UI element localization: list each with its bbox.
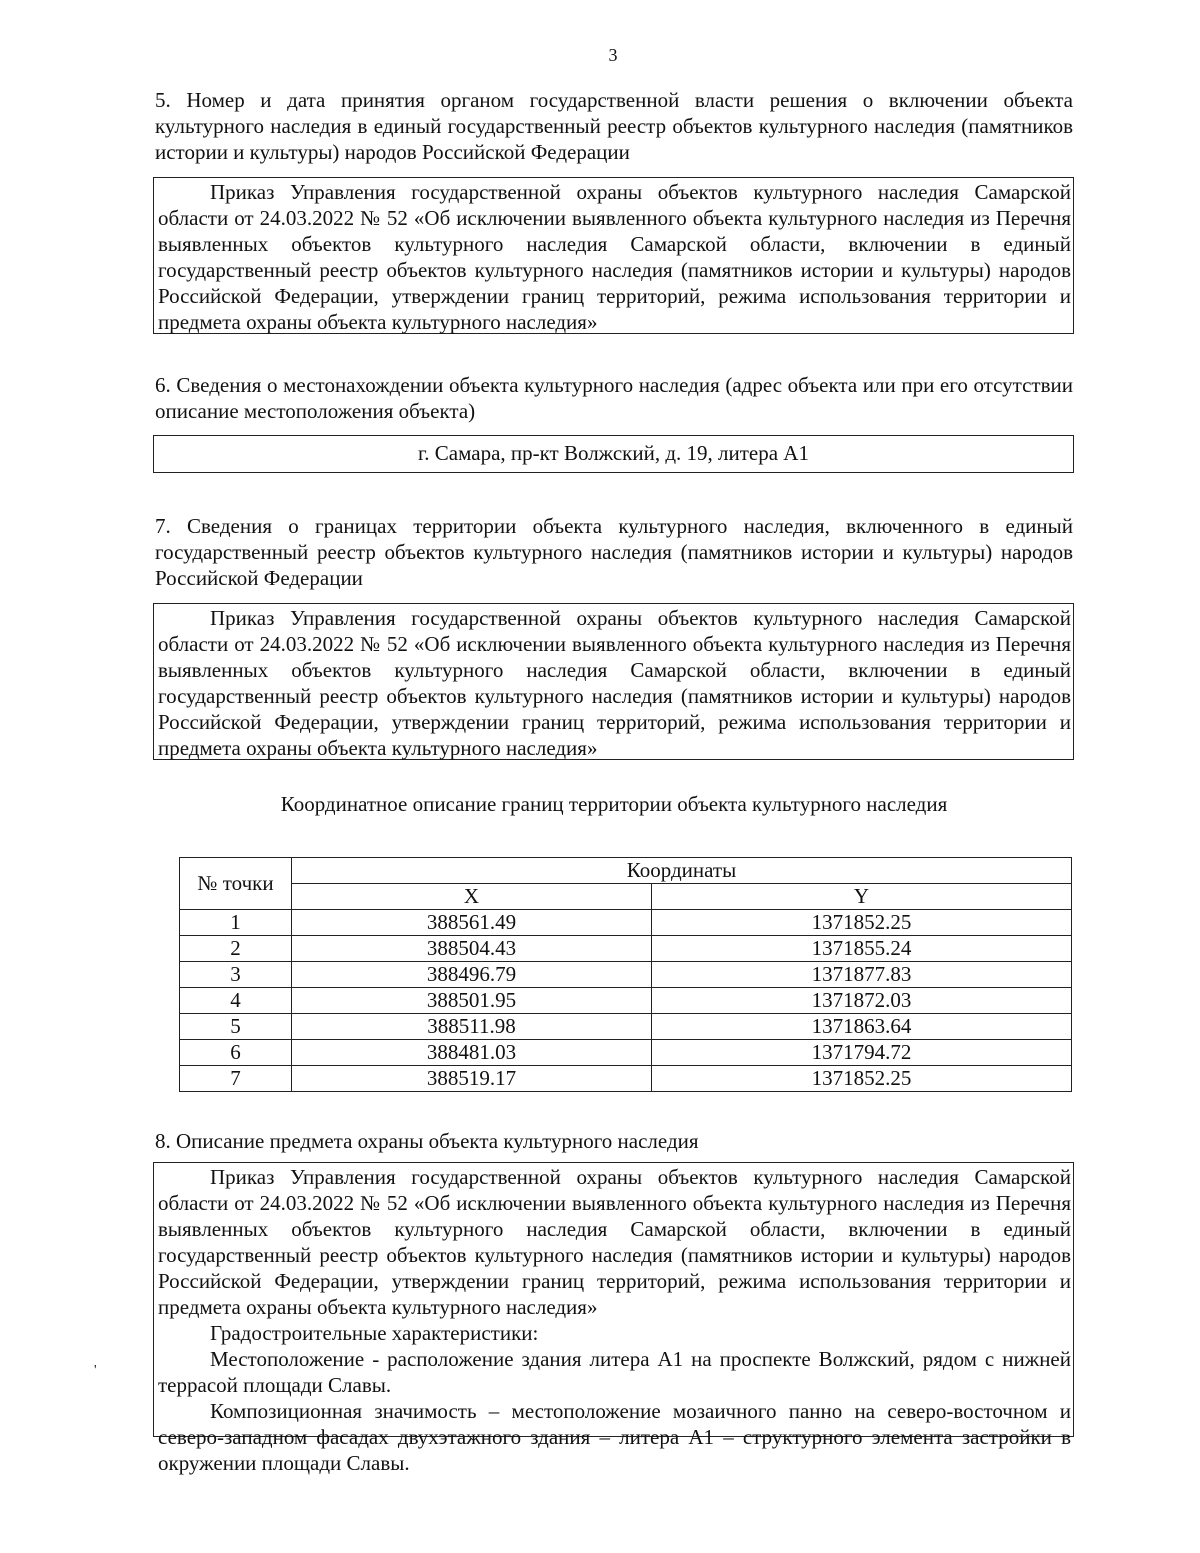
table-row [180,1014,1072,1040]
section-5-order-box [153,177,1074,334]
x-coordinate-cell: 388561.49 [292,910,652,936]
table-row [180,1040,1072,1066]
table-row [180,910,1072,936]
y-coordinate-cell: 1371863.64 [652,1014,1072,1040]
section-7-heading: 7. Сведения о границах территории объекта культурного наследия, включенного в единый государственный реестр объектов культурного наследия (памятников истории и культуры) народов Российской Федерации [155,514,1073,590]
point-number-cell: 5 [180,1014,292,1040]
section-7-order-text: Приказ Управления государственной охраны объектов культурного наследия Самарской области от 24.03.2022 № 52 «Об исключении выявленного объекта культурного наследия из Перечня выявленных объектов культурного наследия Самарской области, включении в единый государственный реестр объектов культурного наследия (памятников истории и культуры) народов Российской Федерации, утверждении границ территорий, режима использования территории и предмета охраны объекта культурного наследия» [158,606,1071,760]
coordinates-table [179,857,1072,1092]
x-coordinate-cell: 388519.17 [292,1066,652,1092]
table-row [180,988,1072,1014]
table-row [180,1066,1072,1092]
y-coordinate-cell: 1371877.83 [652,962,1072,988]
y-coordinate-cell: 1371852.25 [652,910,1072,936]
section-5-order-text: Приказ Управления государственной охраны объектов культурного наследия Самарской области от 24.03.2022 № 52 «Об исключении выявленного объекта культурного наследия из Перечня выявленных объектов культурного наследия Самарской области, включении в единый государственный реестр объектов культурного наследия (памятников истории и культуры) народов Российской Федерации, утверждении границ территорий, режима использования территории и предмета охраны объекта культурного наследия» [158,180,1071,334]
x-coordinate-cell: 388501.95 [292,988,652,1014]
section-7-order-box [153,603,1074,760]
y-coordinate-cell: 1371872.03 [652,988,1072,1014]
x-coordinate-cell: 388496.79 [292,962,652,988]
point-number-cell: 6 [180,1040,292,1066]
section-8-heading: 8. Описание предмета охраны объекта культурного наследия [155,1129,699,1153]
section-8-description-box [153,1162,1074,1475]
margin-mark: ' [94,1363,97,1378]
table-row [180,962,1072,988]
y-coordinate-cell: 1371852.25 [652,1066,1072,1092]
coordinates-caption: Координатное описание границ территории объекта культурного наследия [280,792,948,816]
y-coordinate-cell: 1371794.72 [652,1040,1072,1066]
point-number-cell: 1 [180,910,292,936]
section-5-heading: 5. Номер и дата принятия органом государственной власти решения о включении объекта культурного наследия в единый государственный реестр объектов культурного наследия (памятников истории и культуры) народов Российской Федерации [155,88,1073,164]
x-coordinate-cell: 388511.98 [292,1014,652,1040]
x-coordinate-cell: 388481.03 [292,1040,652,1066]
composition-description: Композиционная значимость – местоположение мозаичного панно на северо-восточном и северо-западном фасадах двухэтажного здания – литера А1 – структурного элемента застройки в окружении площади Славы. [158,1399,1071,1475]
table-row [180,936,1072,962]
header-y: Y [652,884,1072,910]
page-number: 3 [608,45,618,65]
point-number-cell: 3 [180,962,292,988]
object-address: г. Самара, пр-кт Волжский, д. 19, литера А1 [418,441,809,465]
urban-characteristics-title: Градостроительные характеристики: [210,1321,539,1345]
y-coordinate-cell: 1371855.24 [652,936,1072,962]
x-coordinate-cell: 388504.43 [292,936,652,962]
section-6-heading: 6. Сведения о местонахождении объекта культурного наследия (адрес объекта или при его отсутствии описание местоположения объекта) [155,373,1073,423]
section-8-order-text: Приказ Управления государственной охраны объектов культурного наследия Самарской области от 24.03.2022 № 52 «Об исключении выявленного объекта культурного наследия из Перечня выявленных объектов культурного наследия Самарской области, включении в единый государственный реестр объектов культурного наследия (памятников истории и культуры) народов Российской Федерации, утверждении границ территорий, режима использования территории и предмета охраны объекта культурного наследия» [158,1165,1071,1319]
location-description: Местоположение - расположение здания литера А1 на проспекте Волжский, рядом с нижней террасой площади Славы. [158,1347,1071,1397]
section-6-address-box [153,435,1074,473]
point-number-cell: 2 [180,936,292,962]
point-number-cell: 4 [180,988,292,1014]
header-coordinates: Координаты [292,858,1072,884]
header-point-number: № точки [180,858,292,910]
header-x: X [292,884,652,910]
point-number-cell: 7 [180,1066,292,1092]
